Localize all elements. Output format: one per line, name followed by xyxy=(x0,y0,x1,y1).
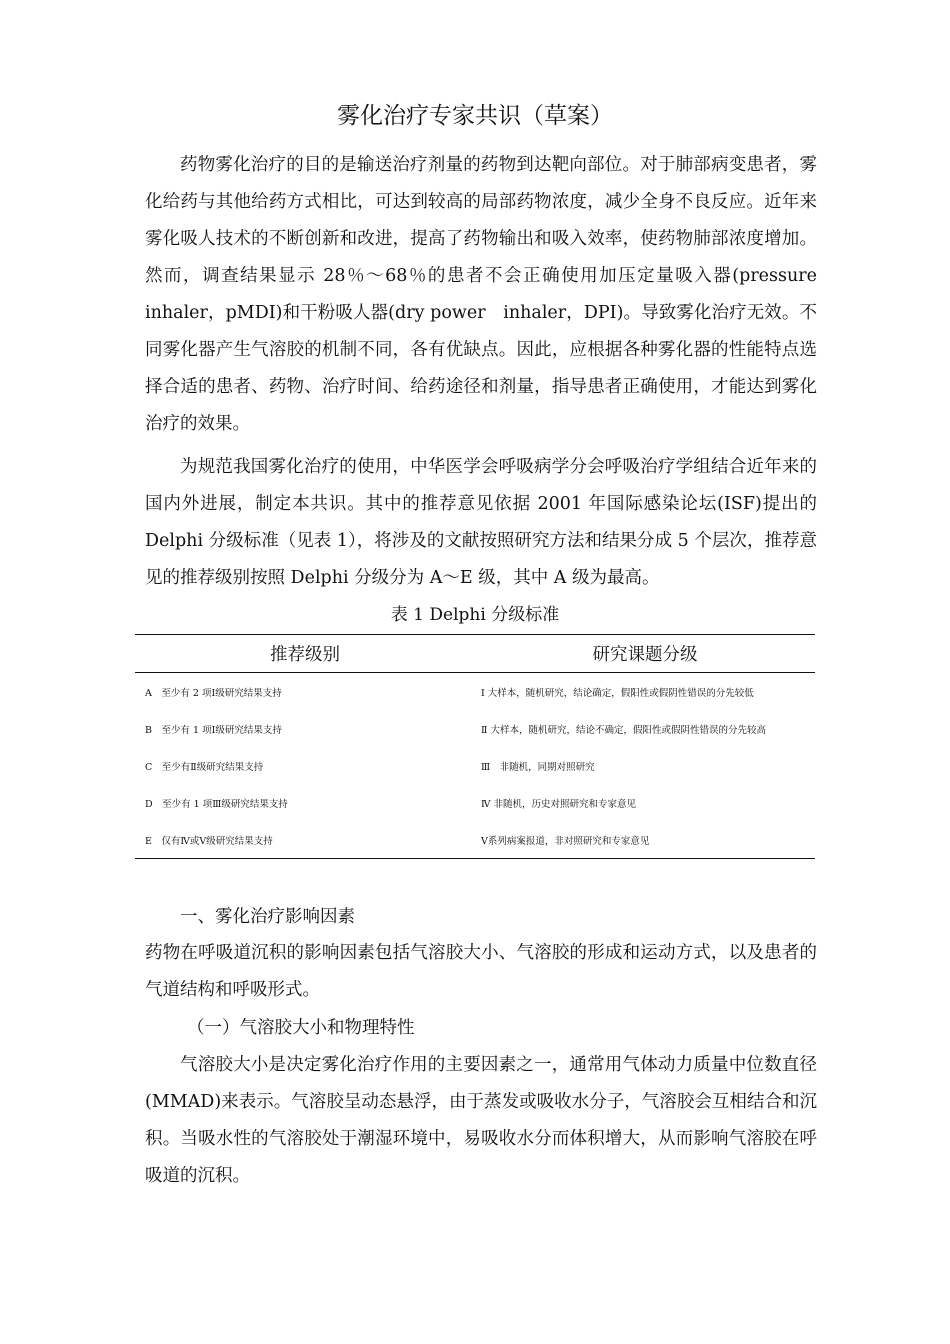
table-cell-study: Ⅳ 非随机，历史对照研究和专家意见 xyxy=(481,798,637,810)
table-cell-study: Ⅲ 非随机，同期对照研究 xyxy=(481,761,595,773)
table-cell-study: Ⅱ 大样本，随机研究，结论不确定，假阳性或假阴性错误的分先较高 xyxy=(481,724,766,736)
table-cell-recommendation: A 至少有 2 项Ⅰ级研究结果支持 xyxy=(145,687,282,699)
table-cell-study: Ⅴ系列病案报道，非对照研究和专家意见 xyxy=(475,821,815,859)
table-cell-recommendation: D 至少有 1 项Ⅲ级研究结果支持 xyxy=(145,798,288,810)
table-header-row xyxy=(135,635,815,673)
table-row xyxy=(135,710,815,747)
table-cell-study: Ⅰ 大样本，随机研究，结论确定，假阳性或假阴性错误的分先较低 xyxy=(481,687,754,699)
table-row xyxy=(135,673,815,711)
delphi-grading-table xyxy=(135,634,815,859)
table-row xyxy=(135,821,815,859)
table-cell-recommendation: B 至少有 1 项Ⅰ级研究结果支持 xyxy=(145,724,282,736)
section-heading-1: 一、雾化治疗影响因素 xyxy=(180,907,355,927)
table-header-recommendation-level: 推荐级别 xyxy=(135,635,475,673)
subsection-heading-1: （一）气溶胶大小和物理特性 xyxy=(187,1018,415,1038)
section-1-paragraph: 药物在呼吸道沉积的影响因素包括气溶胶大小、气溶胶的形成和运动方式，以及患者的气道结构和呼吸形式。 xyxy=(145,943,817,1000)
intro-paragraph-1: 药物雾化治疗的目的是输送治疗剂量的药物到达靶向部位。对于肺部病变患者，雾化给药与其他给药方式相比，可达到较高的局部药物浓度，减少全身不良反应。近年来雾化吸人技术的不断创新和改进，提高了药物输出和吸入效率，使药物肺部浓度增加。然而，调查结果显示 28％～68％的患者不会正确使用加压定量吸入器(pressure inhaler，pMDI)和干粉吸人器(dry power inhaler，DPI)。导致雾化治疗无效。不同雾化器产生气溶胶的机制不同，各有优缺点。因此，应根据各种雾化器的性能特点选择合适的患者、药物、治疗时间、给药途径和剂量，指导患者正确使用，才能达到雾化治疗的效果。 xyxy=(145,155,817,434)
document-title: 雾化治疗专家共识（草案） xyxy=(337,103,613,129)
table-caption: 表 1 Delphi 分级标准 xyxy=(390,605,560,625)
table-cell-recommendation: E 仅有Ⅳ或Ⅴ级研究结果支持 xyxy=(135,821,475,859)
subsection-1-paragraph: 气溶胶大小是决定雾化治疗作用的主要因素之一，通常用气体动力质量中位数直径(MMAD)来表示。气溶胶呈动态悬浮，由于蒸发或吸收水分子，气溶胶会互相结合和沉积。当吸水性的气溶胶处于潮湿环境中，易吸收水分而体积增大，从而影响气溶胶在呼吸道的沉积。 xyxy=(145,1055,817,1186)
table-row xyxy=(135,747,815,784)
table-header-study-level: 研究课题分级 xyxy=(475,635,815,673)
intro-paragraph-2: 为规范我国雾化治疗的使用，中华医学会呼吸病学分会呼吸治疗学组结合近年来的国内外进展，制定本共识。其中的推荐意见依据 2001 年国际感染论坛(ISF)提出的 Delphi 分级标准（见表 1），将涉及的文献按照研究方法和结果分成 5 个层次，推荐意见的推荐级别按照 Delphi 分级分为 A～E 级，其中 A 级为最高。 xyxy=(145,457,817,588)
table-row xyxy=(135,784,815,821)
table-cell-recommendation: C 至少有Ⅱ级研究结果支持 xyxy=(145,761,264,773)
